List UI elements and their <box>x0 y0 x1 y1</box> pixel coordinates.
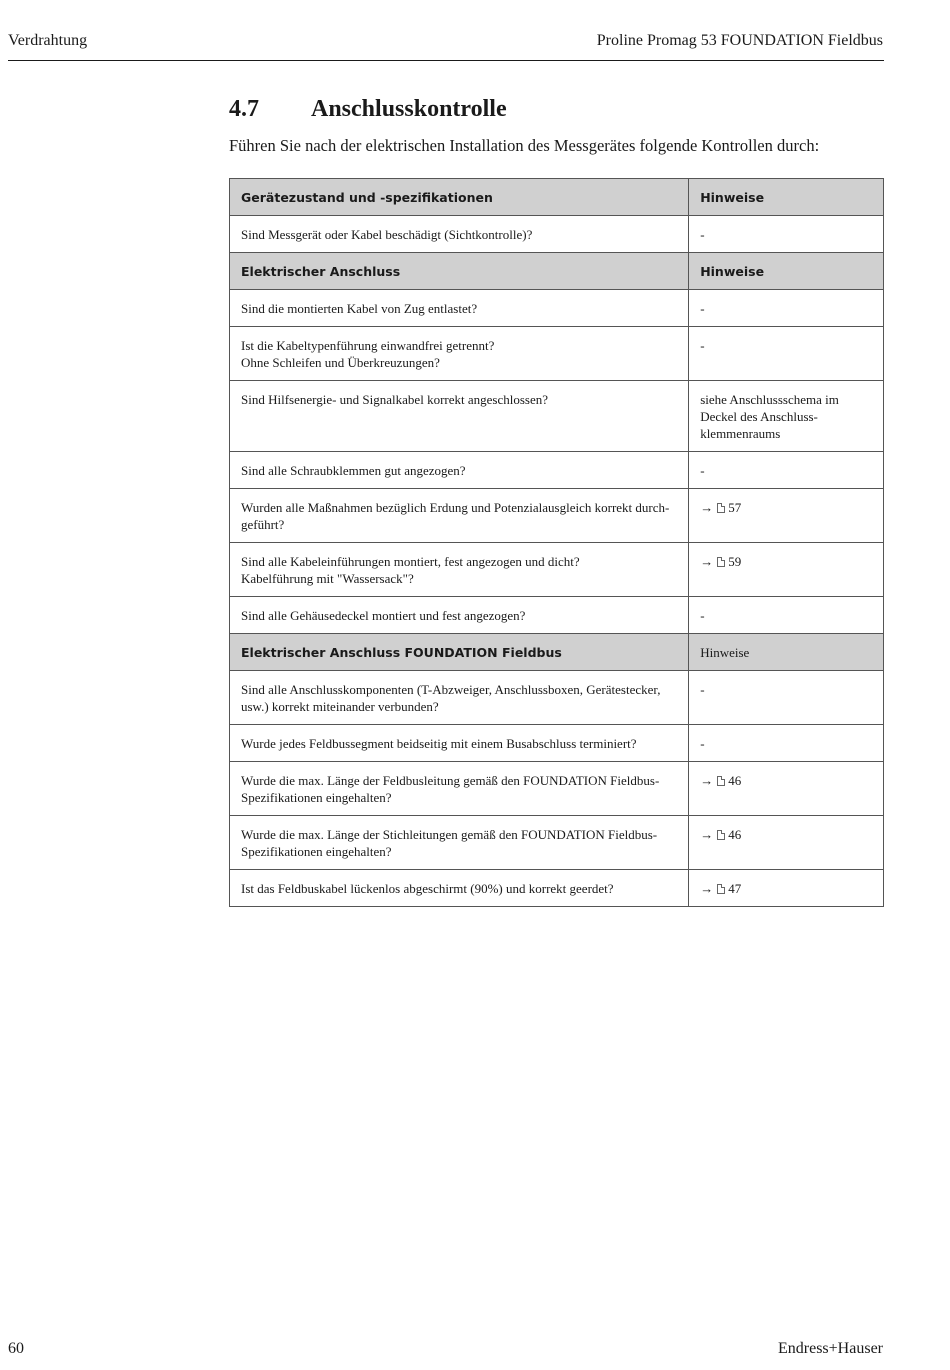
table-row <box>230 725 884 762</box>
section-title: Anschlusskontrolle <box>311 96 507 122</box>
page-number: 46 <box>728 827 742 842</box>
page-icon <box>717 830 725 840</box>
check-question: Wurde jedes Feldbussegment beidseitig mit einem Busabschluss terminiert? <box>230 725 689 762</box>
question-line: Spezifikationen eingehalten? <box>241 844 392 859</box>
question-line: Sind alle Anschlusskomponenten (T-Abzweiger, Anschlussboxen, Gerätestecker, <box>241 682 661 697</box>
check-note: - <box>689 290 884 327</box>
page-reference[interactable] <box>689 870 884 907</box>
question-line: Wurde die max. Länge der Stichleitungen gemäß den FOUNDATION Fieldbus- <box>241 827 658 842</box>
page-number: 59 <box>728 554 742 569</box>
table-row <box>230 489 884 543</box>
question-line: geführt? <box>241 517 285 532</box>
check-note: - <box>689 671 884 725</box>
table-header-cell: Elektrischer Anschluss <box>230 253 689 290</box>
page-reference[interactable] <box>689 489 884 543</box>
check-question <box>230 543 689 597</box>
check-question: Sind Hilfsenergie- und Signalkabel korrekt angeschlossen? <box>230 381 689 452</box>
check-question: Sind die montierten Kabel von Zug entlastet? <box>230 290 689 327</box>
check-question <box>230 816 689 870</box>
check-note: - <box>689 725 884 762</box>
header-divider <box>8 60 884 61</box>
footer-page-number: 60 <box>8 1340 24 1357</box>
question-line: Ist die Kabeltypenführung einwandfrei getrennt? <box>241 338 495 353</box>
arrow-icon: → <box>700 554 714 569</box>
page-reference[interactable] <box>689 762 884 816</box>
check-question: Sind alle Schraubklemmen gut angezogen? <box>230 452 689 489</box>
question-line: Wurden alle Maßnahmen bezüglich Erdung und Potenzialausgleich korrekt durch- <box>241 500 670 515</box>
question-line: Wurde die max. Länge der Feldbusleitung gemäß den FOUNDATION Fieldbus- <box>241 773 660 788</box>
page-reference[interactable] <box>689 543 884 597</box>
check-question <box>230 671 689 725</box>
page-number: 47 <box>728 881 742 896</box>
table-row <box>230 216 884 253</box>
table-header-cell: Hinweise <box>689 179 884 216</box>
check-question <box>230 327 689 381</box>
page-icon <box>717 884 725 894</box>
page-number: 57 <box>728 500 742 515</box>
checklist-table <box>229 178 884 907</box>
check-note: - <box>689 452 884 489</box>
table-row <box>230 597 884 634</box>
note-line: siehe Anschlussschema im <box>700 392 839 407</box>
table-row <box>230 816 884 870</box>
header-chapter: Verdrahtung <box>8 32 88 49</box>
table-header-row <box>230 253 884 290</box>
page-icon <box>717 503 725 513</box>
table-row <box>230 671 884 725</box>
question-line: Ohne Schleifen und Überkreuzungen? <box>241 355 440 370</box>
table-row <box>230 290 884 327</box>
note-line: Deckel des Anschluss- <box>700 409 818 424</box>
table-header-cell: Elektrischer Anschluss FOUNDATION Fieldbus <box>230 634 689 671</box>
page-reference[interactable] <box>689 816 884 870</box>
page-icon <box>717 557 725 567</box>
check-question <box>230 762 689 816</box>
page-number: 46 <box>728 773 742 788</box>
check-question <box>230 489 689 543</box>
table-row <box>230 543 884 597</box>
arrow-icon: → <box>700 881 714 896</box>
check-note: - <box>689 216 884 253</box>
arrow-icon: → <box>700 773 714 788</box>
table-row <box>230 327 884 381</box>
arrow-icon: → <box>700 500 714 515</box>
check-question: Sind Messgerät oder Kabel beschädigt (Sichtkontrolle)? <box>230 216 689 253</box>
section-number: 4.7 <box>229 96 259 122</box>
check-question: Ist das Feldbuskabel lückenlos abgeschirmt (90%) und korrekt geerdet? <box>230 870 689 907</box>
table-header-cell: Gerätezustand und -spezifikationen <box>230 179 689 216</box>
section-heading <box>229 96 507 123</box>
check-note: - <box>689 327 884 381</box>
header-product: Proline Promag 53 FOUNDATION Fieldbus <box>596 32 883 49</box>
arrow-icon: → <box>700 827 714 842</box>
question-line: Spezifikationen eingehalten? <box>241 790 392 805</box>
table-row <box>230 870 884 907</box>
check-question: Sind alle Gehäusedeckel montiert und fest angezogen? <box>230 597 689 634</box>
page-icon <box>717 776 725 786</box>
table-header-row <box>230 179 884 216</box>
table-header-row <box>230 634 884 671</box>
check-note: - <box>689 597 884 634</box>
question-line: Kabelführung mit "Wassersack"? <box>241 571 414 586</box>
table-row <box>230 762 884 816</box>
note-line: klemmenraums <box>700 426 781 441</box>
question-line: usw.) korrekt miteinander verbunden? <box>241 699 439 714</box>
question-line: Sind alle Kabeleinführungen montiert, fest angezogen und dicht? <box>241 554 580 569</box>
table-row <box>230 452 884 489</box>
check-note <box>689 381 884 452</box>
table-row <box>230 381 884 452</box>
intro-text: Führen Sie nach der elektrischen Installation des Messgerätes folgende Kontrollen durch: <box>229 136 820 155</box>
table-header-cell: Hinweise <box>689 253 884 290</box>
footer-brand: Endress+Hauser <box>778 1340 883 1357</box>
table-header-cell: Hinweise <box>689 634 884 671</box>
